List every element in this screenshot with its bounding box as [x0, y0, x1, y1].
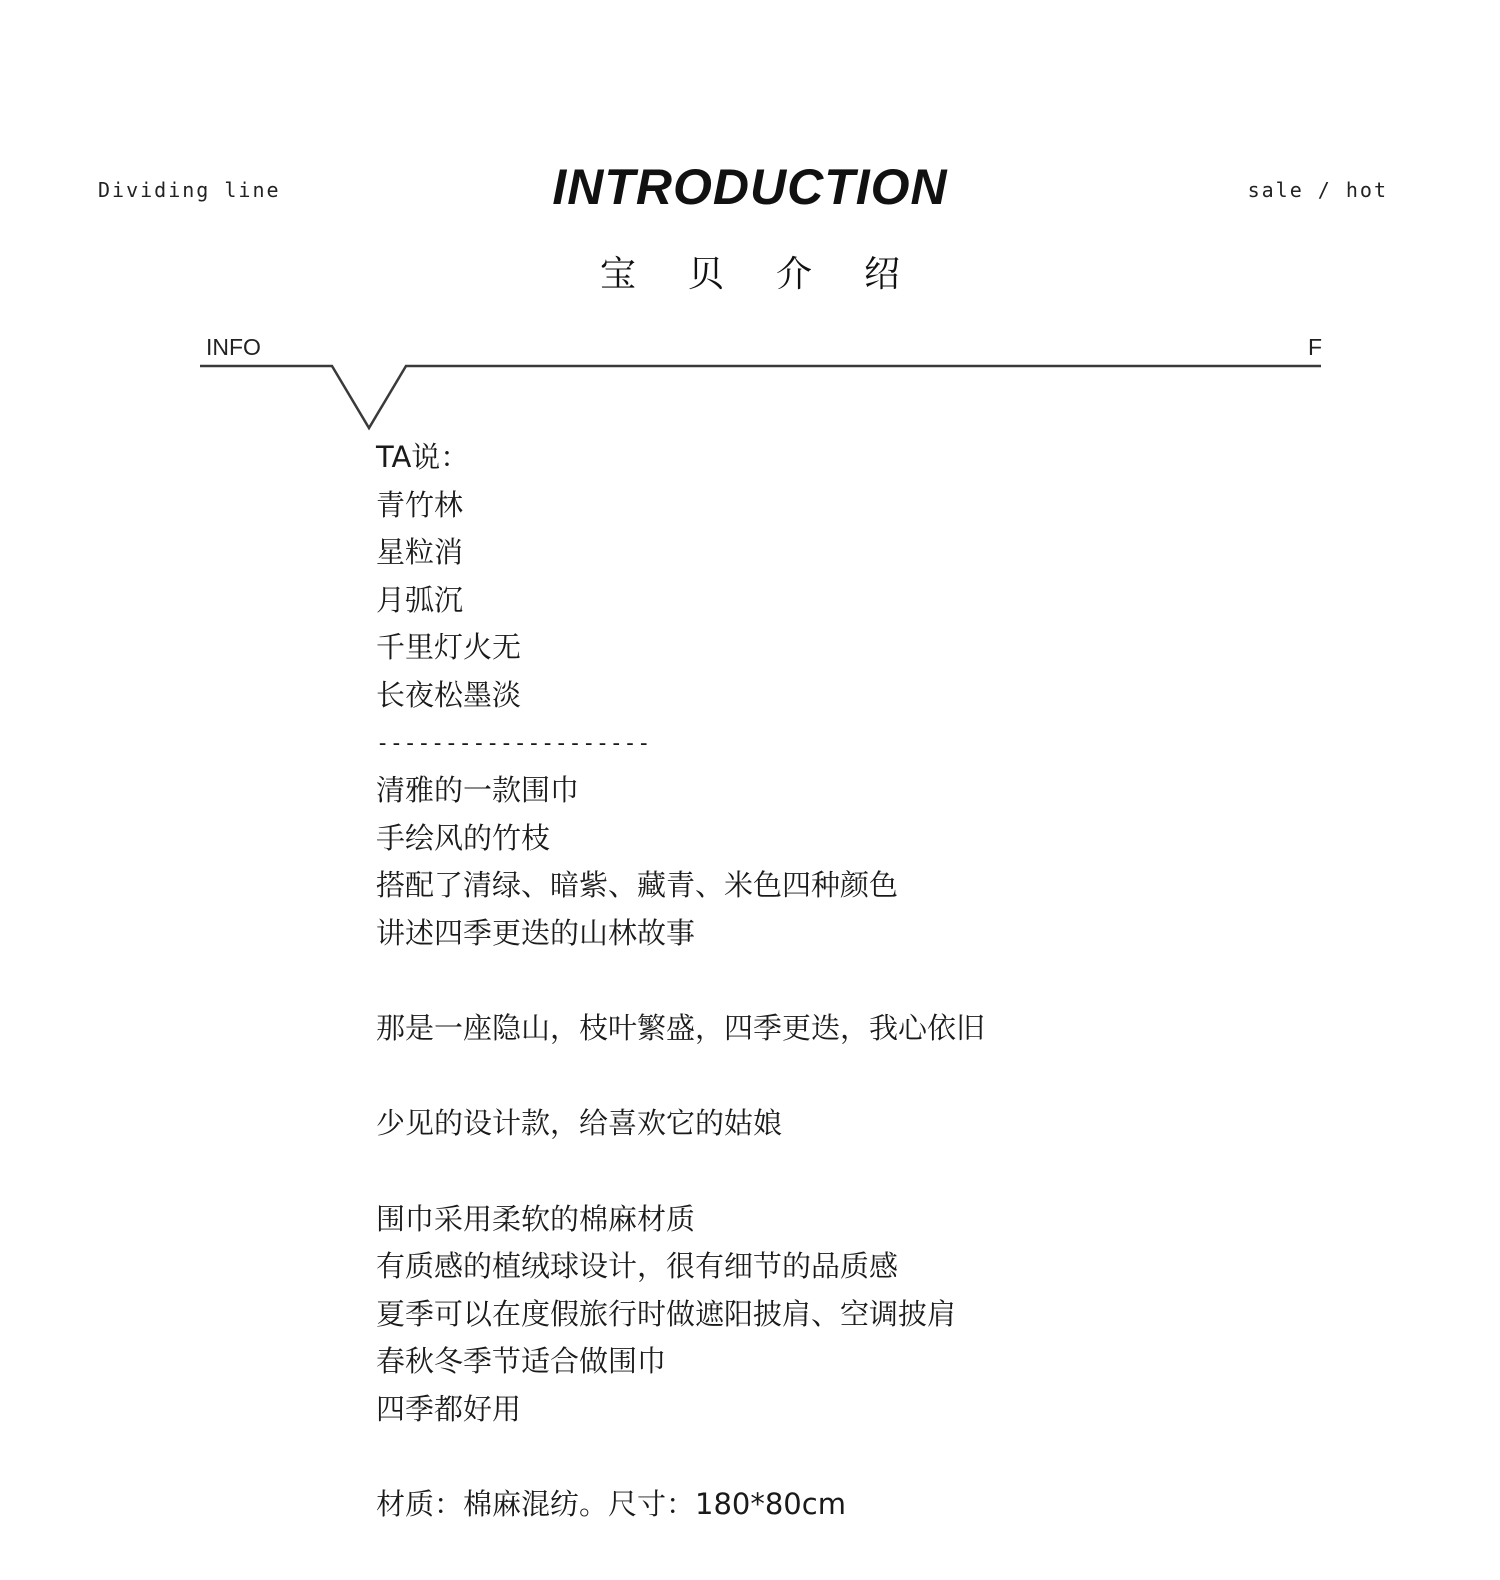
info-label: INFO	[206, 334, 261, 360]
description-line: 青竹林	[376, 487, 464, 522]
description-line: 手绘风的竹枝	[376, 820, 551, 855]
f-label: F	[1308, 334, 1323, 360]
page-title: INTRODUCTION	[552, 159, 948, 215]
blank-line	[376, 1148, 1276, 1196]
description-line: 那是一座隐山，枝叶繁盛，四季更迭，我心依旧	[376, 1011, 986, 1046]
blank-line	[376, 958, 1276, 1006]
description-line: TA说：	[376, 440, 470, 474]
description-line: 少见的设计款，给喜欢它的姑娘	[376, 1106, 783, 1141]
description-line: 春秋冬季节适合做围巾	[376, 1344, 667, 1379]
description-line: 围巾采用柔软的棉麻材质	[376, 1201, 696, 1236]
divider-line	[0, 0, 1500, 440]
description-line: 星粒消	[376, 535, 464, 570]
page-subtitle: 宝贝介绍	[599, 254, 952, 295]
product-description	[376, 434, 1276, 1529]
description-line: 讲述四季更迭的山林故事	[376, 915, 696, 950]
blank-line	[376, 1433, 1276, 1481]
description-line: 月弧沉	[376, 582, 464, 617]
description-line: 四季都好用	[376, 1391, 522, 1426]
sale-hot-label: sale / hot	[1247, 178, 1388, 202]
text-separator: --------------------	[376, 730, 651, 756]
blank-line	[376, 1053, 1276, 1101]
dividing-line-label: Dividing line	[98, 178, 281, 202]
description-line: 搭配了清绿、暗紫、藏青、米色四种颜色	[376, 868, 899, 903]
description-line: 材质：棉麻混纺。尺寸：180*80cm	[376, 1487, 846, 1522]
divider-notch-line	[200, 366, 1321, 428]
description-line: 长夜松墨淡	[376, 677, 522, 712]
description-line: 清雅的一款围巾	[376, 773, 580, 808]
description-line: 夏季可以在度假旅行时做遮阳披肩、空调披肩	[376, 1296, 957, 1331]
description-line: 千里灯火无	[376, 630, 522, 665]
description-line: 有质感的植绒球设计，很有细节的品质感	[376, 1249, 899, 1284]
